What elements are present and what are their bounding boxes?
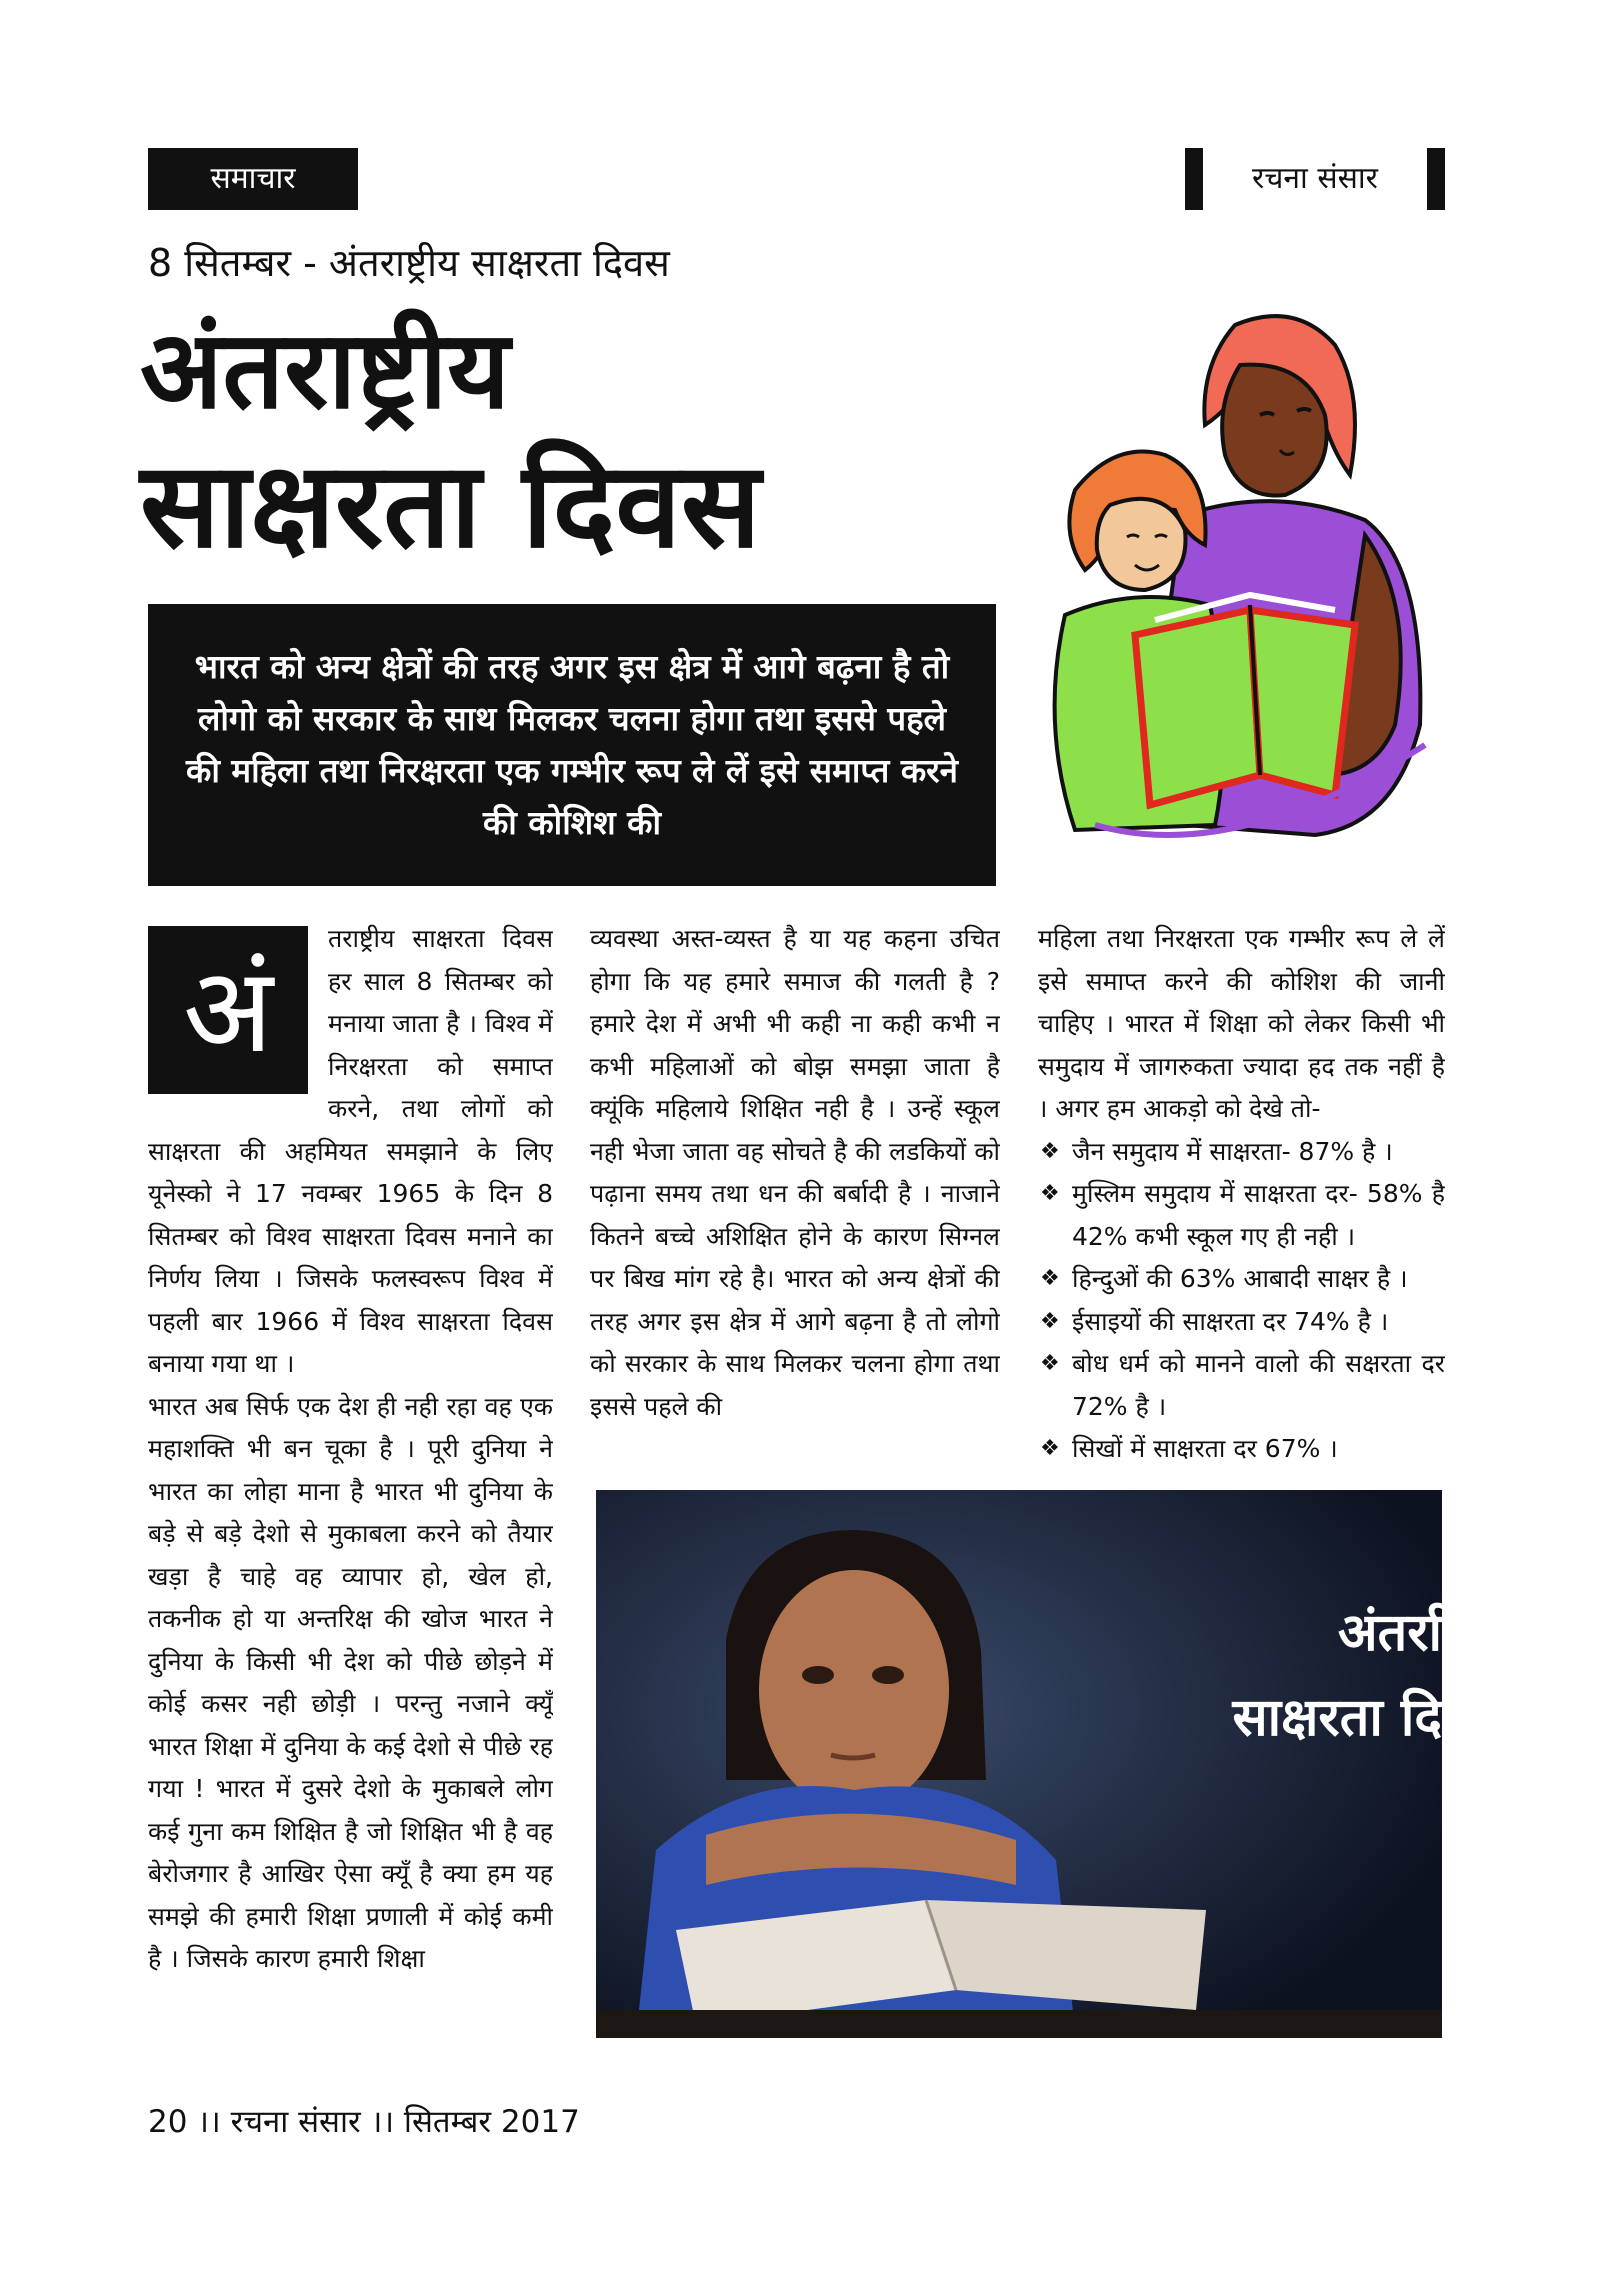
page-footer: 20 ।। रचना संसार ।। सितम्बर 2017 [148,2104,580,2140]
diamond-bullet-icon: ❖ [1040,1138,1060,1164]
stat-item: ❖ मुस्लिम समुदाय में साक्षरता दर- 58% है 42% कभी स्कूल गए ही नही । [1038,1173,1445,1258]
photo-image [596,1490,1442,2038]
stat-item: ❖ हिन्दुओं की 63% आबादी साक्षर है । [1038,1258,1445,1301]
article-column-2 [590,918,1000,1478]
article-paragraph-3: व्यवस्था अस्त-व्यस्त है या यह कहना उचित होगा कि यह हमारे समाज की गलती है ? हमारे देश में अभी भी कही ना कही कभी न कभी महिलाओं को बोझ समझा जाता है क्यूंकि महिलाये शिक्षित नही है । उन्हें स्कूल नही भेजा जाता वह सोचते है की लडकियों को पढ़ाना समय तथा धन की बर्बादी है । नाजाने कितने बच्चे अशिक्षित होने के कारण सिग्नल पर बिख मांग रहे है। भारत को अन्य क्षेत्रों की तरह अगर इस क्षेत्र में आगे बढ़ना है तो लोगो को सरकार के साथ मिलकर चलना होगा तथा इससे पहले की [590,924,1000,1421]
stat-item: ❖ ईसाइयों की साक्षरता दर 74% है । [1038,1301,1445,1344]
diamond-bullet-icon: ❖ [1040,1308,1060,1334]
literacy-stats-list [1038,1131,1445,1471]
tag-bar-left [1185,148,1203,210]
magazine-label: रचना संसार [1252,161,1378,196]
diamond-bullet-icon: ❖ [1040,1181,1060,1206]
headline-line-2: साक्षरता दिवस [140,435,761,574]
section-tag: समाचार [148,148,358,210]
article-column-3 [1038,918,1445,1478]
stat-item: ❖ बोध धर्म को मानने वालो की सक्षरता दर 72% है । [1038,1343,1445,1428]
photo-caption-line-1: अंतर्रा [1337,1602,1442,1663]
pullquote [148,604,996,886]
article-paragraph-4: महिला तथा निरक्षरता एक गम्भीर रूप ले लें इसे समाप्त करने की कोशिश की जानी चाहिए । भारत में शिक्षा को लेकर किसी भी समुदाय में जागरुकता ज्यादा हद तक नहीं है । अगर हम आकड़ो को देखे तो- [1038,924,1445,1123]
photo-caption-line-2: साक्षरता दि [1232,1687,1442,1748]
mother-child-reading-illustration [1035,305,1450,865]
article-column-1 [148,918,553,2038]
article-paragraph-1: तराष्ट्रीय साक्षरता दिवस हर साल 8 सितम्बर को मनाया जाता है । विश्व में निरक्षरता को समाप्त करने, तथा लोगों को साक्षरता की अहमियत समझाने के लिए यूनेस्को ने 17 नवम्बर 1965 के दिन 8 सितम्बर को विश्व साक्षरता दिवस मनाने का निर्णय लिया । जिसके फलस्वरूप विश्व में पहली बार 1966 में विश्व साक्षरता दिवस बनाया गया था । [148,924,553,1378]
stat-item: ❖ जैन समुदाय में साक्षरता- 87% है । [1038,1131,1445,1174]
diamond-bullet-icon: ❖ [1040,1266,1060,1291]
stat-item: ❖ सिखों में साक्षरता दर 67% । [1038,1428,1445,1471]
diamond-bullet-icon: ❖ [1040,1351,1060,1376]
headline-line-1: अंतराष्ट्रीय [140,307,510,433]
girl-with-book-photo [596,1490,1442,2038]
magazine-tag [1185,148,1445,210]
pullquote-text: भारत को अन्य क्षेत्रों की तरह अगर इस क्षेत्र में आगे बढ़ना है तो लोगो को सरकार के साथ मिलकर चलना होगा तथा इससे पहले की महिला तथा निरक्षरता एक गम्भीर रूप ले लें इसे समाप्त करने की कोशिश की [186,647,958,842]
drop-cap: अं [148,926,308,1094]
article-paragraph-2: भारत अब सिर्फ एक देश ही नही रहा वह एक महाशक्ति भी बन चूका है । पूरी दुनिया ने भारत का लोहा माना है भारत भी दुनिया के बड़े से बड़े देशो से मुकाबला करने को तैयार खड़ा है चाहे वह व्यापार हो, खेल हो, तकनीक हो या अन्तरिक्ष की खोज भारत ने दुनिया के किसी भी देश को पीछे छोड़ने में कोई कसर नही छोड़ी । परन्तु नजाने क्यूँ भारत शिक्षा में दुनिया के कई देशो से पीछे रह गया ! भारत में दुसरे देशो के मुकाबले लोग कई गुना कम शिक्षित है जो शिक्षित भी है वह बेरोजगार है आखिर ऐसा क्यूँ है क्या हम यह समझे की हमारी शिक्षा प्रणाली में कोई कमी है । जिसके कारण हमारी शिक्षा [148,1391,553,1973]
kicker: 8 सितम्बर - अंतराष्ट्रीय साक्षरता दिवस [148,241,670,285]
diamond-bullet-icon: ❖ [1040,1436,1060,1461]
tag-bar-right [1427,148,1445,210]
